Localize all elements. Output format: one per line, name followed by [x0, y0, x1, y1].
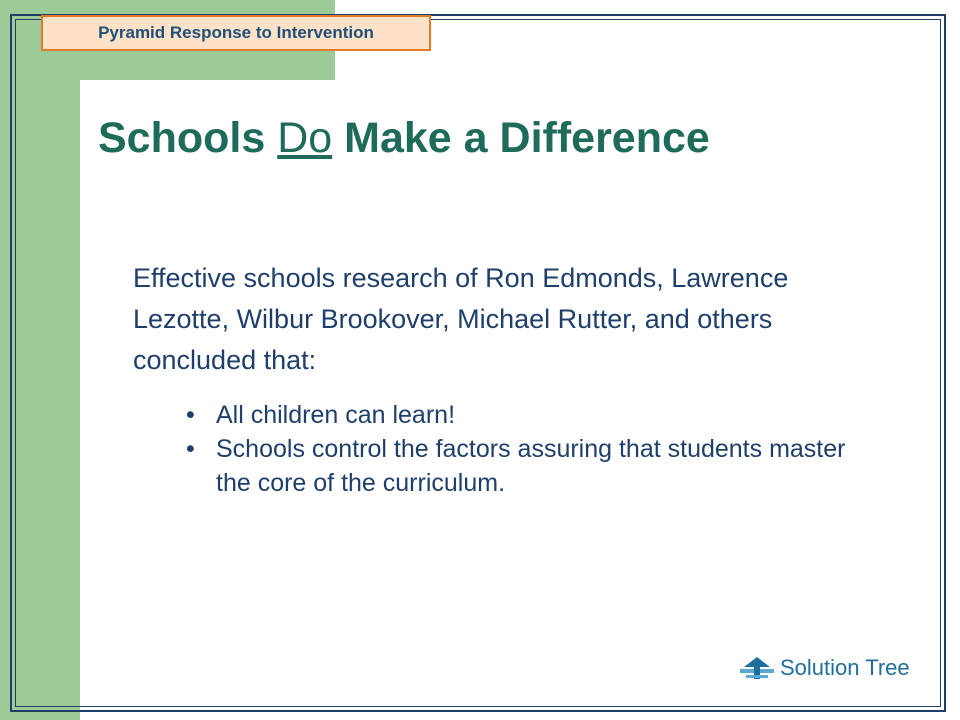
slide-title [98, 114, 710, 163]
list-item [186, 398, 866, 432]
header-tab: Pyramid Response to Intervention [41, 15, 431, 51]
pyramid-tree-icon [740, 655, 774, 681]
bullet-text: Schools control the factors assuring that students master the core of the curriculum. [216, 435, 846, 497]
title-part1: Schools [98, 114, 266, 162]
bullet-text: All children can learn! [216, 401, 456, 429]
bullet-icon: • [186, 401, 195, 429]
title-part2: Make a Difference [344, 114, 710, 162]
list-item [186, 432, 866, 500]
intro-paragraph: Effective schools research of Ron Edmonds, Lawrence Lezotte, Wilbur Brookover, Michael Rutter, and others concluded that: [133, 263, 789, 375]
bullet-list [186, 398, 866, 500]
solution-tree-logo [740, 654, 920, 682]
logo-text: Solution Tree [780, 655, 910, 680]
bullet-icon: • [186, 435, 195, 463]
title-emphasis: Do [277, 114, 333, 162]
